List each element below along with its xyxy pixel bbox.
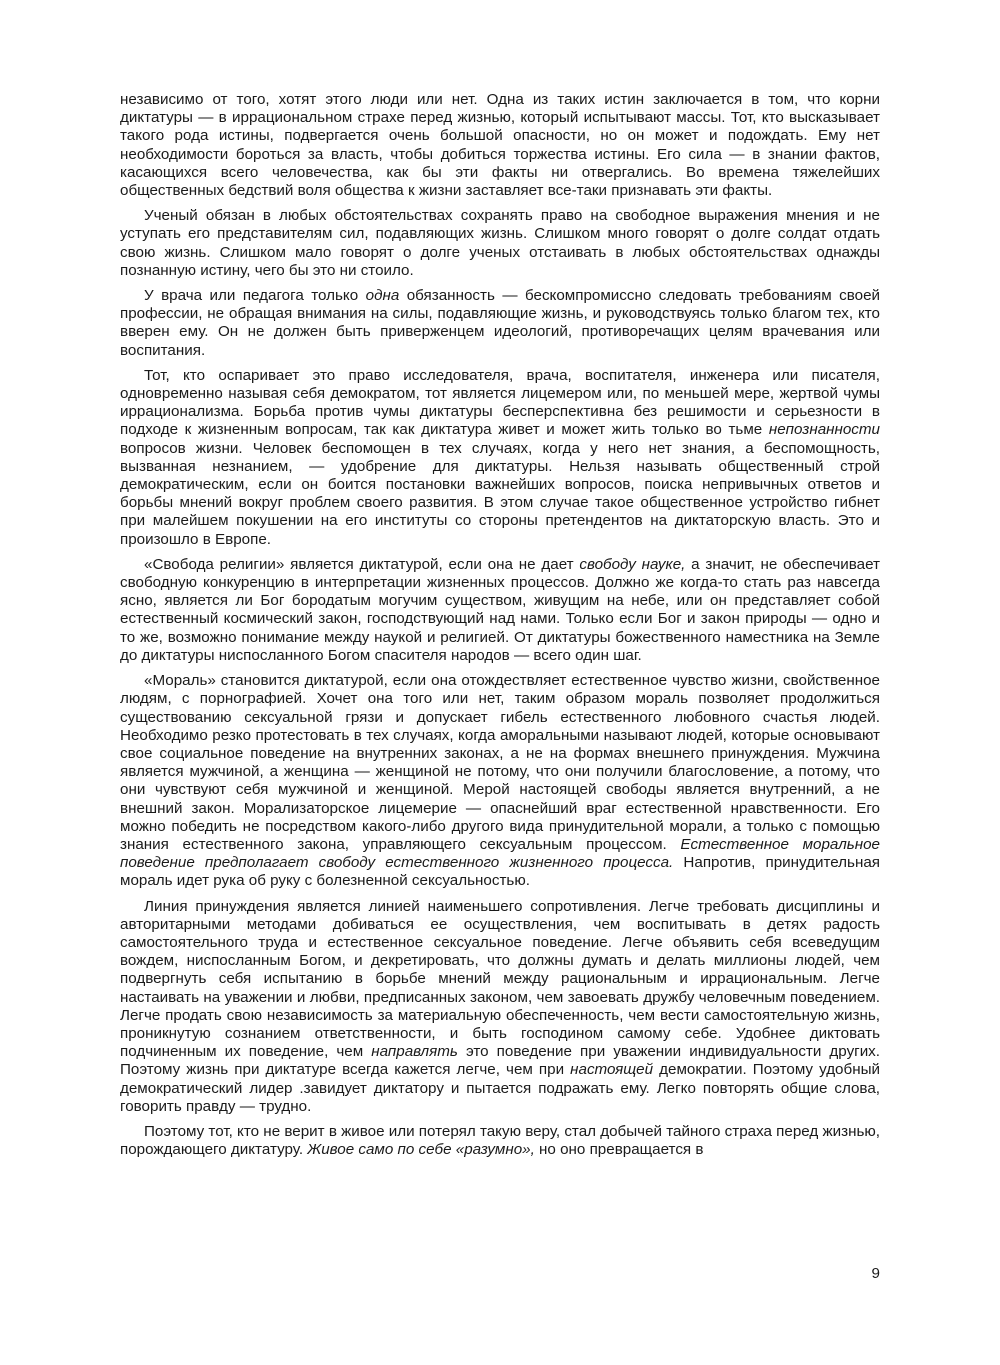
paragraph-4-text: Тот, кто оспаривает это право исследователя, врача, воспитателя, инженера или писателя, одновременно называя себя демократом, тот является лицемером или, по меньшей мере, жертвой чумы иррационализма. Борьба против чумы диктатуры бесперспективна без решимости и серьезности в подходе к жизненным вопросам, так как диктатура живет и может жить только во тьме: [120, 366, 880, 439]
paragraph-4-emphasis: непознанности: [768, 421, 880, 439]
paragraph-7-text: это поведение при уважении индивидуальности других. Поэтому жизнь при диктатуре всегда кажется легче, чем при: [120, 1043, 880, 1079]
paragraph-5: [120, 556, 880, 665]
paragraph-3-text: У врача или педагога только: [144, 287, 366, 305]
paragraph-7-text: демократии. Поэтому удобный демократический лидер .завидует диктатору и пытается подражать ему. Легко повторять общие слова, говорить правду — трудно.: [120, 1061, 880, 1115]
paragraph-6-text: «Мораль» становится диктатурой, если она отождествляет естественное чувство жизни, свойственное людям, с порнографией. Хочет она того или нет, таким образом мораль позволяет продолжиться существованию сексуальной грязи и допускает гибель естественного любовного счастья людей. Необходимо резко протестовать в тех случаях, когда аморальными называют людей, которые основывают свое социальное поведение на внутренних законах, а не на формах внешнего принуждения. Мужчина является мужчиной, а женщина — женщиной не потому, что они получили благословение, а потому, что они чувствуют себя мужчиной и женщиной. Мерой настоящей свободы является внутренний, а не внешний закон. Морализаторское лицемерие — опаснейший враг естественной нравственности. Его можно победить не посредством какого-либо другого вида принудительной морали, а только с помощью знания естественного закона, управляющего сексуальным процессом.: [120, 672, 880, 853]
paragraph-5-emphasis: свободу науке,: [579, 555, 686, 573]
document-page: [120, 91, 880, 1166]
paragraph-3: [120, 287, 880, 360]
paragraph-2-text: Ученый обязан в любых обстоятельствах сохранять право на свободное выражения мнения и не уступать его представителям сил, подавляющих жизнь. Слишком много говорят о долге солдат отдать свою жизнь. Слишком мало говорят о долге ученых отстаивать в любых обстоятельствах однажды познанную истину, чего бы это ни стоило.: [120, 207, 880, 279]
paragraph-6-emphasis: Естественное моральное поведение предполагает свободу естественного жизненного процесса.: [120, 835, 881, 872]
paragraph-7-emphasis: направлять: [371, 1043, 458, 1061]
paragraph-7-emphasis: настоящей: [570, 1061, 654, 1079]
paragraph-8: [120, 1123, 880, 1159]
paragraph-8-emphasis: Живое само по себе «разумно»,: [307, 1141, 535, 1159]
paragraph-6-text: Напротив, принудительная мораль идет рука об руку с болезненной сексуальностью.: [120, 854, 881, 890]
paragraph-5-text: «Свобода религии» является диктатурой, если она не дает: [144, 555, 580, 573]
paragraph-7-text: Линия принуждения является линией наименьшего сопротивления. Легче требовать дисциплины и авторитарными методами добиваться ее осуществления, чем воспитывать в детях радость самостоятельного труда и естественное сексуальное поведение. Легче объявить себя всеведущим вождем, ниспосланным Богом, и декретировать, что должны думать и делать миллионы людей, чем подвергнуть себя испытанию в борьбе мнений между рациональным и иррациональным. Легче настаивать на уважении и любви, предписанных законом, чем завоевать дружбу человечным поведением. Легче продать свою независимость за материальную обеспеченность, чем вести самостоятельную жизнь, проникнутую сознанием ответственности, и быть господином самому себе. Удобнее диктовать подчиненным их поведение, чем: [120, 897, 880, 1061]
paragraph-8-text: Поэтому тот, кто не верит в живое или потерял такую веру, стал добычей тайного страха перед жизнью, порождающего диктатуру.: [120, 1122, 881, 1159]
paragraph-4: [120, 367, 880, 549]
paragraph-1: [120, 91, 880, 200]
paragraph-3-emphasis: одна: [365, 287, 400, 305]
paragraph-7: [120, 898, 880, 1116]
paragraph-8-text: но оно превращается в: [534, 1141, 704, 1159]
page-number: 9: [871, 1265, 880, 1282]
paragraph-5-text: а значит, не обеспечивает свободную конкуренцию в интерпретации жизненных процессов. Должно же когда-то стать раз навсегда ясно, является ли Бог бородатым могучим существом, живущим на небе, или он представляет собой естественный космический закон, господствующий над нами. Только если Бог и закон природы — одно и то же, возможно понимание между наукой и религией. От диктатуры божественного наместника на Земле до диктатуры ниспосланного Богом спасителя народов — всего один шаг.: [120, 555, 880, 664]
paragraph-1-text: независимо от того, хотят этого люди или нет. Одна из таких истин заключается в том, что корни диктатуры — в иррациональном страхе перед жизнью, который испытывают массы. Тот, кто высказывает такого рода истины, подвергается очень большой опасности, но он может и подождать. Ему нет необходимости бороться за власть, чтобы добиться торжества истины. Его сила — в знании фактов, касающихся всего человечества, как бы эти факты ни отвергались. Во времена тяжелейших общественных бедствий воля общества к жизни заставляет все-таки признавать эти факты.: [120, 91, 880, 200]
paragraph-3-text: обязанность — бескомпромиссно следовать требованиям своей профессии, не обращая внимания на силы, подавляющие жизнь, и руководствуясь только благом тех, кто вверен ему. Он не должен быть приверженцем идеологий, противоречащих целям врачевания или воспитания.: [120, 287, 880, 359]
paragraph-2: [120, 207, 880, 280]
paragraph-6: [120, 672, 880, 890]
paragraph-4-text: вопросов жизни. Человек беспомощен в тех случаях, когда у него нет знания, а беспомощность, вызванная незнанием, — удобрение для диктатуры. Нельзя называть общественный строй демократическим, если он боится постановки важнейших вопросов, поиска непривычных ответов и борьбы мнений вокруг проблем своего развития. В этом случае такое общественное устройство гибнет при малейшем покушении на его институты со стороны претендентов на диктаторскую власть. Это и произошло в Европе.: [120, 439, 880, 548]
